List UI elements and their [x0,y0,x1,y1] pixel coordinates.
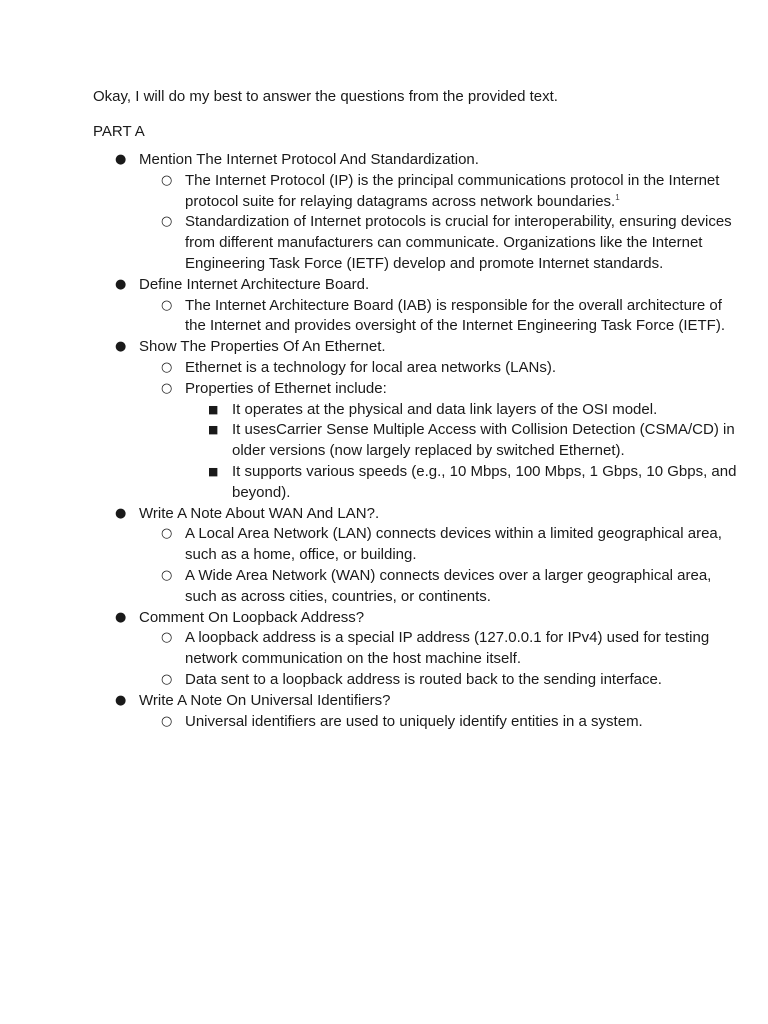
answer-item [0,670,768,691]
hollow-circle-bullet-icon: ○ [161,630,173,646]
intro-text: Okay, I will do my best to answer the questions from the provided text. [93,88,558,105]
question-item-text: Comment On Loopback Address? [139,608,365,626]
hollow-circle-bullet-icon: ○ [161,671,173,687]
square-bullet-icon: ■ [208,464,219,478]
hollow-circle-bullet-icon: ○ [161,359,173,375]
hollow-circle-bullet-icon: ○ [161,713,173,729]
filled-circle-bullet-icon: ● [115,505,127,521]
answer-item-text: A Local Area Network (LAN) connects devices within a limited geographical area, such as a home, office, or building. [185,525,722,564]
square-bullet-icon: ■ [208,423,219,437]
answer-item [0,212,768,274]
answer-item [0,524,768,566]
hollow-circle-bullet-icon: ○ [161,214,173,230]
hollow-circle-bullet-icon: ○ [161,172,173,188]
answer-item [0,296,768,338]
part-heading: PART A [93,123,145,140]
filled-circle-bullet-icon: ● [115,692,127,708]
question-item [0,275,768,296]
question-item-text: Write A Note About WAN And LAN?. [139,504,380,522]
answer-item-text: Properties of Ethernet include: [185,379,387,397]
answer-item-text: A loopback address is a special IP address (127.0.0.1 for IPv4) used for testing network communication on the host machine itself. [185,629,710,668]
answer-item [0,358,768,379]
answer-item [0,712,768,733]
filled-circle-bullet-icon: ● [115,609,127,625]
hollow-circle-bullet-icon: ○ [161,567,173,583]
property-item-text: It supports various speeds (e.g., 10 Mbps, 100 Mbps, 1 Gbps, 10 Gbps, and beyond). [232,462,737,501]
filled-circle-bullet-icon: ● [115,276,127,292]
question-list [0,150,768,732]
question-item-text: Mention The Internet Protocol And Standardization. [139,151,479,168]
question-item [0,608,768,629]
question-item [0,150,768,171]
answer-item-text: Standardization of Internet protocols is crucial for interoperability, ensuring devices from different manufacturers can communicate. Organizations like the Internet Engineering Task Force (IETF) develop and promote Internet standards. [185,213,732,272]
question-item [0,504,768,525]
property-item-text: It operates at the physical and data link layers of the OSI model. [232,400,658,418]
property-item-text: It usesCarrier Sense Multiple Access with Collision Detection (CSMA/CD) in older versions (now largely replaced by switched Ethernet). [232,421,735,460]
filled-circle-bullet-icon: ● [115,339,127,355]
answer-item-text: Data sent to a loopback address is routed back to the sending interface. [185,670,662,688]
answer-item [0,628,768,670]
answer-item-text: The Internet Protocol (IP) is the principal communications protocol in the Internet protocol suite for relaying datagrams across network boundaries. [185,171,720,210]
answer-item [0,379,768,400]
answer-item-text: Ethernet is a technology for local area networks (LANs). [185,358,557,376]
question-item-text: Write A Note On Universal Identifiers? [139,691,391,709]
footnote-reference[interactable]: 1 [615,192,620,202]
property-item [0,400,768,421]
question-item-text: Show The Properties Of An Ethernet. [139,338,386,356]
answer-item-text: A Wide Area Network (WAN) connects devices over a larger geographical area, such as across cities, countries, or continents. [185,566,712,605]
hollow-circle-bullet-icon: ○ [161,526,173,542]
question-item-text: Define Internet Architecture Board. [139,275,370,293]
answer-item-text: Universal identifiers are used to uniquely identify entities in a system. [185,712,643,730]
property-item [0,420,768,462]
answer-item-text: The Internet Architecture Board (IAB) is responsible for the overall architecture of the Internet and provides oversight of the Internet Engineering Task Force (IETF). [185,296,726,335]
question-item [0,691,768,712]
square-bullet-icon: ■ [208,402,219,416]
answer-item [0,566,768,608]
hollow-circle-bullet-icon: ○ [161,297,173,313]
filled-circle-bullet-icon: ● [115,152,127,167]
property-item [0,462,768,504]
question-item [0,337,768,358]
hollow-circle-bullet-icon: ○ [161,380,173,396]
answer-item [0,171,768,213]
